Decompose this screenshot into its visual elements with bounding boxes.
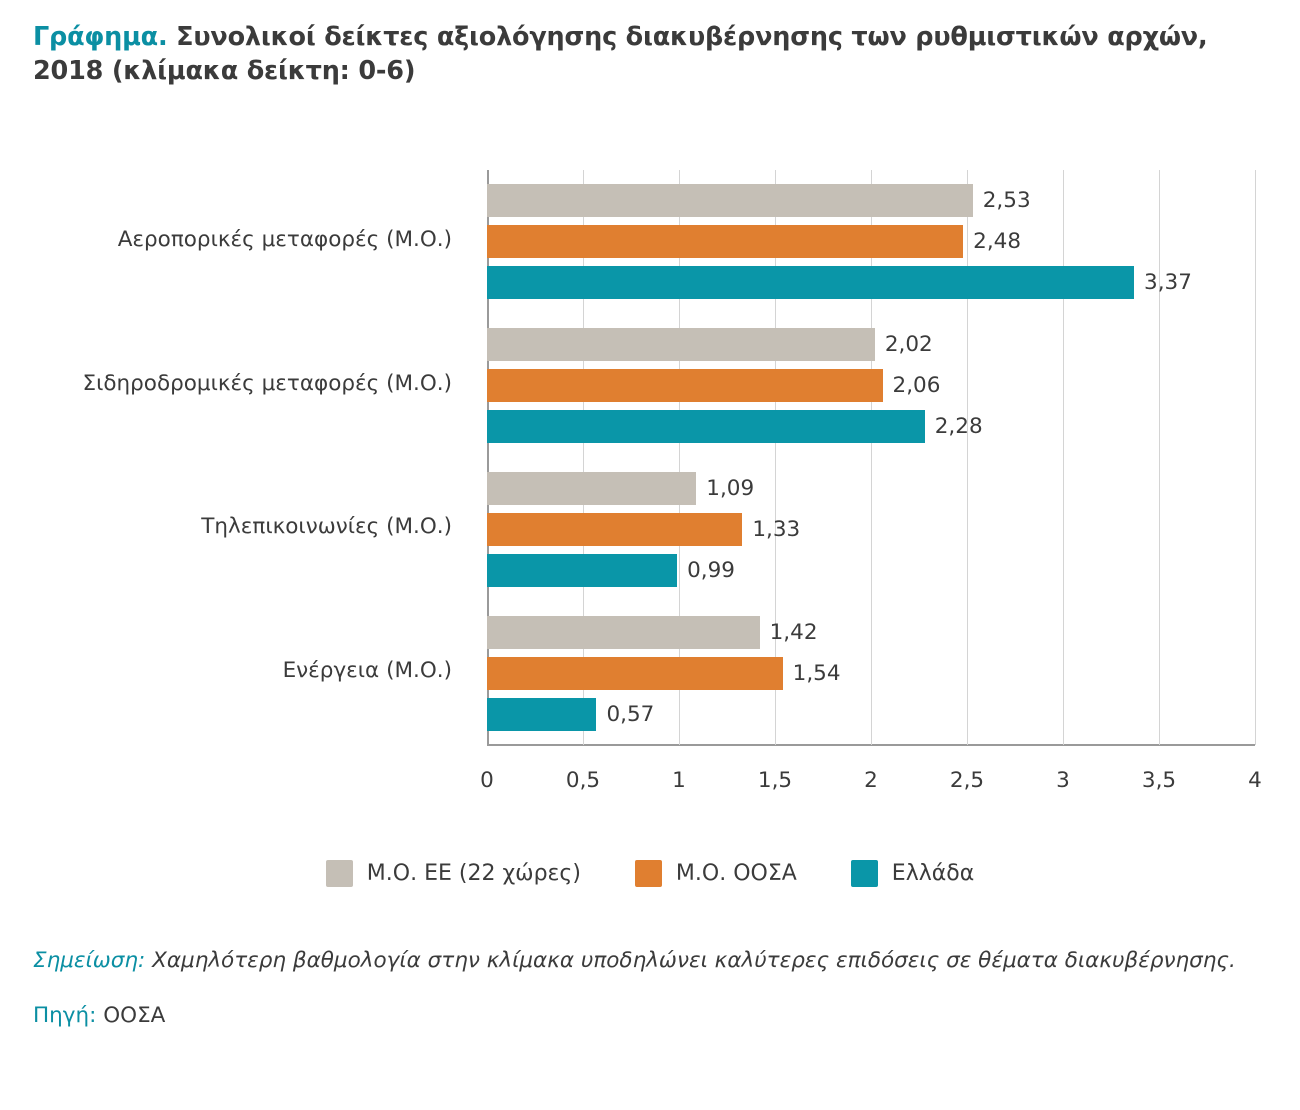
- bar-value-label: 0,99: [687, 557, 735, 583]
- source-label: Πηγή:: [33, 1003, 97, 1029]
- bar: [487, 328, 875, 361]
- bar-value-label: 0,57: [606, 701, 655, 727]
- x-tick-label: 3,5: [1141, 768, 1177, 793]
- legend-item[interactable]: [635, 860, 797, 887]
- bar-value-label: 2,48: [973, 229, 1022, 255]
- plot-region: [487, 170, 1255, 745]
- page-title-lead: Γράφημα.: [33, 22, 168, 52]
- chart-legend: [0, 860, 1300, 887]
- x-tick-label: 2,5: [949, 768, 985, 793]
- x-tick-label: 1: [672, 768, 686, 793]
- bar-value-label: 2,28: [934, 414, 983, 440]
- category-label: Τηλεπικοινωνίες (Μ.Ο.): [201, 514, 452, 540]
- bar: [487, 513, 742, 546]
- legend-swatch-icon: [635, 860, 662, 887]
- note-text: [33, 945, 1253, 977]
- bar: [487, 266, 1134, 299]
- bar: [487, 225, 963, 258]
- x-axis-tick-labels: [480, 768, 1262, 804]
- legend-swatch-icon: [326, 860, 353, 887]
- note-label: Σημείωση:: [33, 948, 146, 973]
- page-title: [33, 20, 1213, 89]
- gridline: [1159, 170, 1160, 745]
- gridline: [967, 170, 968, 745]
- x-tick-label: 2: [864, 768, 878, 793]
- legend-label: Ελλάδα: [891, 861, 975, 886]
- bar: [487, 369, 883, 402]
- x-tick-label: 1,5: [757, 768, 793, 793]
- category-axis-labels: [0, 150, 470, 745]
- bar: [487, 410, 925, 443]
- bar-value-label: 2,06: [892, 373, 941, 399]
- bar: [487, 554, 677, 587]
- bar-value-label: 2,53: [982, 188, 1031, 214]
- bar: [487, 184, 973, 217]
- source-text: [33, 1003, 1253, 1028]
- x-tick-label: 4: [1248, 768, 1262, 793]
- legend-label: Μ.Ο. ΟΟΣΑ: [675, 861, 797, 886]
- source-body: ΟΟΣΑ: [96, 1003, 166, 1029]
- bar: [487, 472, 696, 505]
- category-label: Σιδηροδρομικές μεταφορές (Μ.Ο.): [82, 370, 452, 396]
- x-tick-label: 3: [1056, 768, 1070, 793]
- category-label: Αεροπορικές μεταφορές (Μ.Ο.): [117, 226, 452, 252]
- gridline: [1063, 170, 1064, 745]
- legend-item[interactable]: [851, 860, 974, 887]
- legend-label: Μ.Ο. ΕΕ (22 χώρες): [366, 861, 581, 886]
- x-tick-label: 0: [480, 768, 494, 793]
- bar-value-label: 2,02: [884, 332, 933, 358]
- bar-value-label: 1,09: [706, 475, 755, 501]
- legend-swatch-icon: [851, 860, 878, 887]
- category-label: Ενέργεια (Μ.Ο.): [282, 658, 452, 684]
- bar-value-label: 1,54: [792, 660, 841, 686]
- bar-value-label: 3,37: [1144, 270, 1192, 296]
- notes-block: [33, 945, 1253, 1028]
- legend-item[interactable]: [326, 860, 581, 887]
- page-title-rest: Συνολικοί δείκτες αξιολόγησης διακυβέρνησης των ρυθμιστικών αρχών, 2018 (κλίμακα δείκτη: 0-6): [33, 22, 1208, 87]
- bar: [487, 616, 760, 649]
- x-tick-label: 0,5: [565, 768, 601, 793]
- bar: [487, 657, 783, 690]
- bar: [487, 698, 596, 731]
- bar-value-label: 1,42: [769, 619, 818, 645]
- bar-value-label: 1,33: [752, 516, 801, 542]
- chart-area: [0, 150, 1300, 830]
- gridline: [1255, 170, 1256, 745]
- note-body: Χαμηλότερη βαθμολογία στην κλίμακα υποδηλώνει καλύτερες επιδόσεις σε θέματα διακυβέρνησης.: [145, 948, 1236, 973]
